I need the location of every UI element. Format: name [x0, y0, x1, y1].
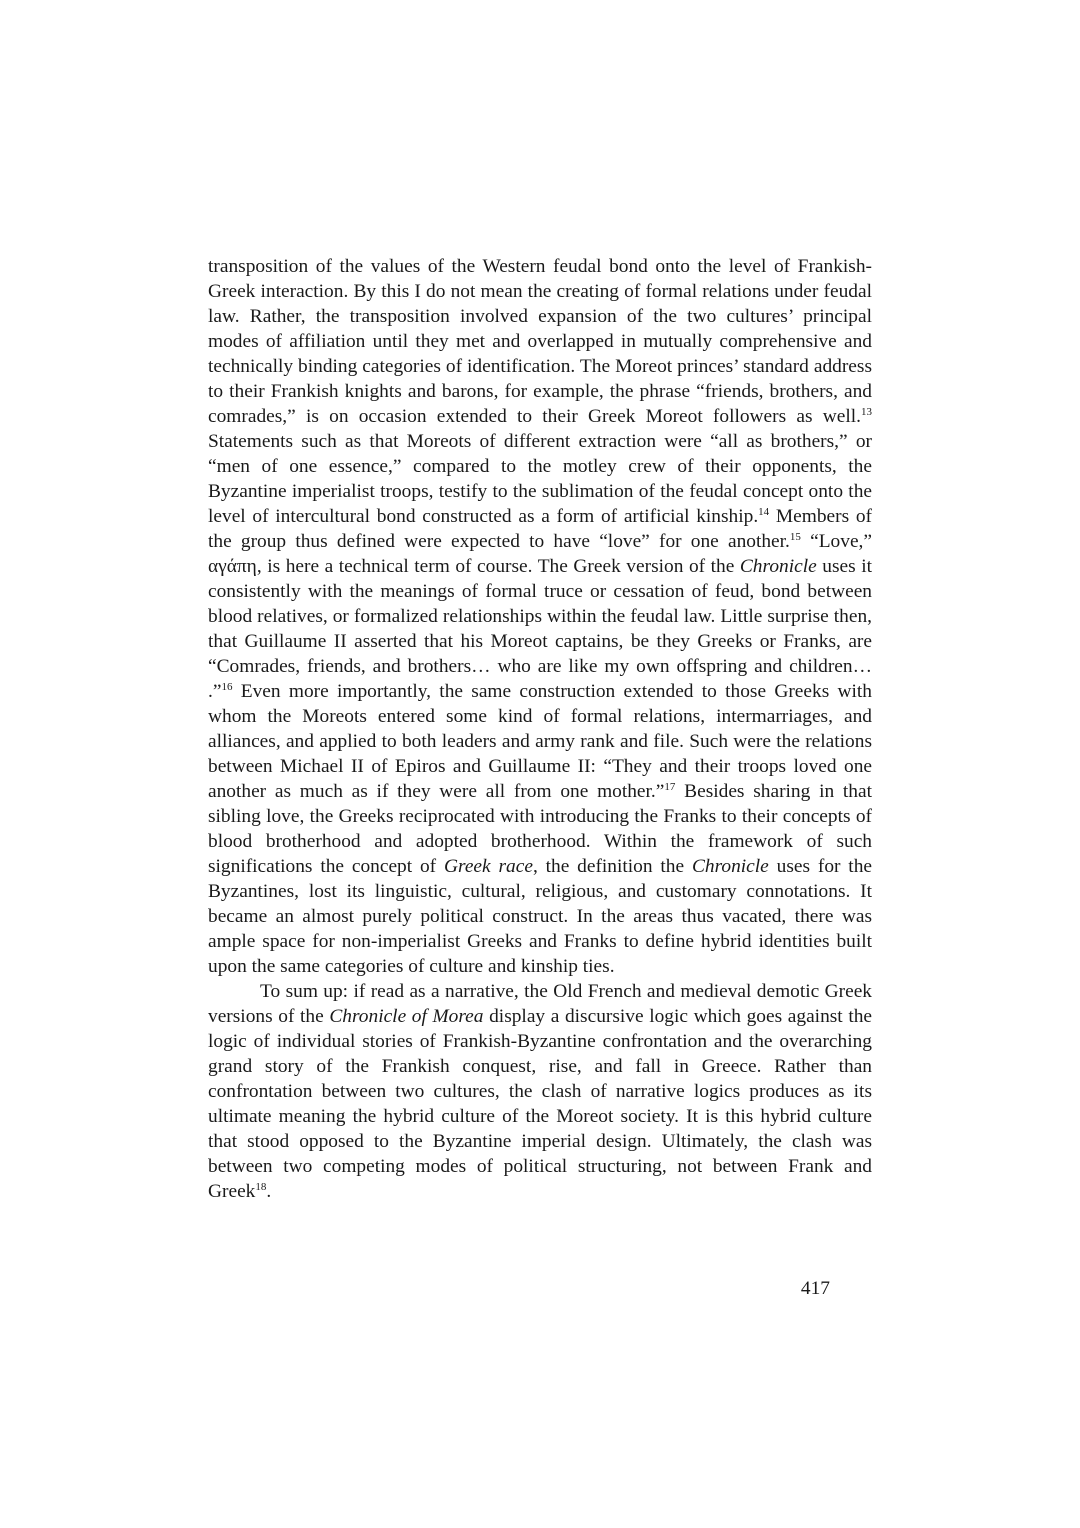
- paragraph-1: [208, 254, 872, 979]
- footnote-ref-15: 15: [789, 531, 801, 543]
- footnote-ref-14: 14: [758, 506, 770, 518]
- text-run: uses for the Byzantines, lost its linguistic, cultural, religious, and customary connotations. It became an almost purely political construct. In the areas thus vacated, there was ample space for non-imperialist Greeks and Franks to define hybrid identities built upon the same categories of culture and kinship ties.: [208, 856, 872, 977]
- text-run: Even more importantly, the same construction extended to those Greeks with whom the Moreots entered some kind of formal relations, intermarriages, and alliances, and applied to both leaders and army rank and file. Such were the relations between Michael II of Epiros and Guillaume II: “They and their troops loved one another as much as if they were all from one mother.”: [208, 681, 872, 802]
- paragraph-2: [208, 979, 872, 1204]
- footnote-ref-18: 18: [255, 1181, 267, 1193]
- italic-title: Chronicle of Morea: [329, 1006, 484, 1027]
- text-run: transposition of the values of the Western feudal bond onto the level of Frankish-Greek interaction. By this I do not mean the creating of formal relations under feudal law. Rather, the transposition involved expansion of the two cultures’ principal modes of affiliation until they met and overlapped in mutually comprehensive and technically binding categories of identification. The Moreot princes’ standard address to their Frankish knights and barons, for example, the phrase “friends, brothers, and comrades,” is on occasion extended to their Greek Moreot followers as well.: [208, 256, 872, 427]
- italic-title: Chronicle: [739, 556, 817, 577]
- text-run: Members of the group thus defined were expected to have “love” for one another.: [208, 506, 872, 552]
- text-run: Besides sharing in that sibling love, the Greeks reciprocated with introducing the Franks to their concepts of blood brotherhood and adopted brotherhood. Within the framework of such significations the concept of: [208, 781, 872, 877]
- body-text: [208, 254, 872, 1204]
- italic-title: Chronicle: [691, 856, 769, 877]
- footnote-ref-17: 17: [664, 781, 676, 793]
- text-run: To sum up: if read as a narrative, the Old French and medieval demotic Greek versions of the: [208, 981, 872, 1027]
- text-run: display a discursive logic which goes against the logic of individual stories of Frankish-Byzantine confrontation and the overarching grand story of the Frankish conquest, rise, and fall in Greece. Rather than confrontation between two cultures, the clash of narrative logics produces as its ultimate meaning the hybrid culture of the Moreot society. It is this hybrid culture that stood opposed to the Byzantine imperial design. Ultimately, the clash was between two competing modes of political structuring, not between Frank and Greek: [208, 1006, 873, 1202]
- italic-term: Greek race: [443, 856, 533, 877]
- text-run: , the definition the: [532, 856, 692, 877]
- text-run: .: [266, 1181, 272, 1202]
- text-run: Statements such as that Moreots of different extraction were “all as brothers,” or “men of one essence,” compared to the motley crew of their opponents, the Byzantine imperialist troops, testify to the sublimation of the feudal concept onto the level of intercultural bond constructed as a form of artificial kinship.: [208, 431, 872, 527]
- text-run: “Love,” αγάπη, is here a technical term of course. The Greek version of the: [208, 531, 873, 577]
- footnote-ref-16: 16: [221, 681, 233, 693]
- text-run: uses it consistently with the meanings of formal truce or cessation of feud, bond between blood relatives, or formalized relationships within the feudal law. Little surprise then, that Guillaume II asserted that his Moreot captains, be they Greeks or Franks, are “Comrades, friends, and brothers… who are like my own offspring and children… .”: [208, 556, 872, 702]
- footnote-ref-13: 13: [861, 406, 872, 418]
- page-number: 417: [800, 1278, 830, 1299]
